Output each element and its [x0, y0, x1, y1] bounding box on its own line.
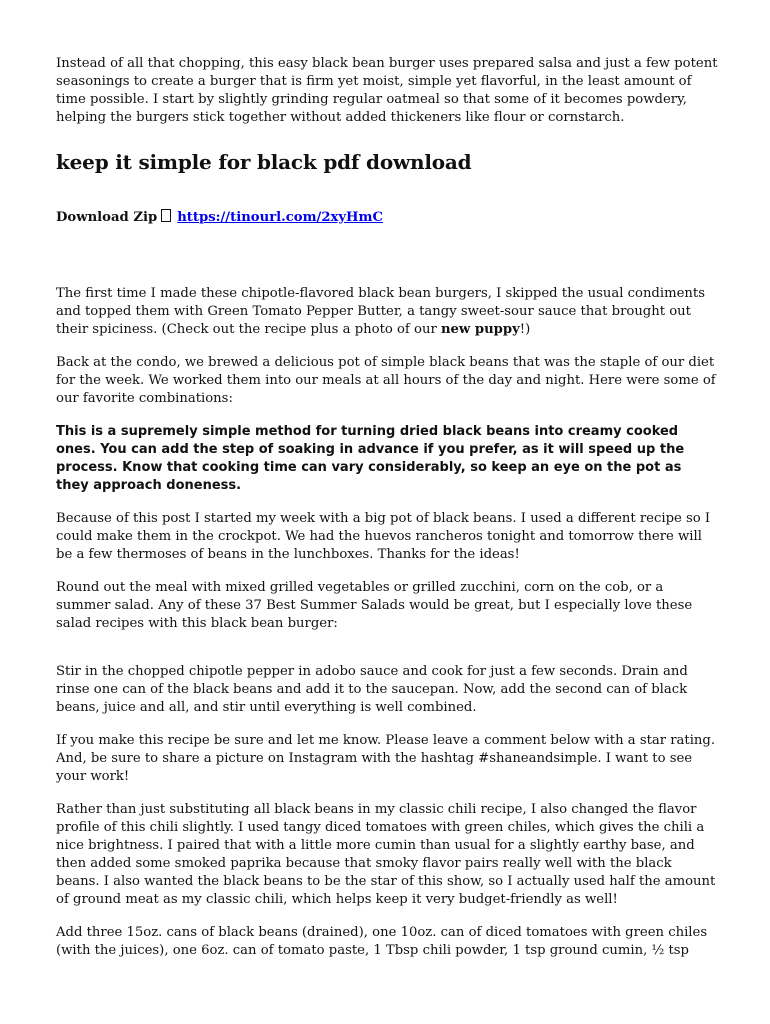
paragraph-big-pot: Because of this post I started my week with a big pot of black beans. I used a different recipe so I could make them in the crockpot. We had the huevos rancheros tonight and tomorrow there will be a few thermoses of beans in the lunchboxes. Thanks for the ideas!: [56, 511, 711, 562]
paragraph-condo: Back at the condo, we brewed a delicious pot of simple black beans that was the staple of our diet for the week. We worked them into our meals at all hours of the day and night. Here were some of our favorite combinations:: [56, 355, 716, 406]
paragraph-method: This is a supremely simple method for turning dried black beans into creamy cooked ones. You can add the step of soaking in advance if you prefer, as it will speed up the process. Know that cooking time can vary considerably, so keep an eye on the pot as they approach doneness.: [56, 424, 685, 493]
paragraph-add-cans: Add three 15oz. cans of black beans (drained), one 10oz. can of diced tomatoes with green chiles (with the juices), one 6oz. can of tomato paste, 1 Tbsp chili powder, 1 tsp ground cumin, ½ tsp: [56, 925, 708, 958]
download-line: [56, 209, 718, 227]
paragraph-round-out: Round out the meal with mixed grilled vegetables or grilled zucchini, corn on the cob, or a summer salad. Any of these 37 Best Summer Salads would be great, but I especially love these salad recipes with this black bean burger:: [56, 580, 693, 631]
download-label: Download Zip: [56, 210, 158, 225]
document-page: [56, 55, 718, 975]
page-title: keep it simple for black pdf download: [56, 150, 472, 174]
paragraph-let-me-know: If you make this recipe be sure and let me know. Please leave a comment below with a star rating. And, be sure to share a picture on Instagram with the hashtag #shaneandsimple. I want to see your work!: [56, 733, 716, 784]
new-puppy-link-text: new puppy: [440, 322, 520, 337]
download-link[interactable]: https://tinourl.com/2xyHmC: [177, 210, 383, 225]
paragraph-chipotle: Stir in the chopped chipotle pepper in adobo sauce and cook for just a few seconds. Drain and rinse one can of the black beans and add it to the saucepan. Now, add the second can of black beans, juice and all, and stir until everything is well combined.: [56, 664, 688, 715]
paragraph-first-time: The first time I made these chipotle-flavored black bean burgers, I skipped the usual condiments and topped them with Green Tomato Pepper Butter, a tangy sweet-sour sauce that brought out their spiciness. (Check out the recipe plus a photo of our new puppy!): [56, 286, 705, 337]
paragraph-chili: Rather than just substituting all black beans in my classic chili recipe, I also changed the flavor profile of this chili slightly. I used tangy diced tomatoes with green chiles, which gives the chili a nice brightness. I paired that with a little more cumin than usual for a slightly earthy base, and then added some smoked paprika because that smoky flavor pairs really well with the black beans. I also wanted the black beans to be the star of this show, so I actually used half the amount of ground meat as my classic chili, which helps keep it very budget-friendly as well!: [56, 802, 716, 907]
missing-glyph-icon: [161, 209, 171, 222]
intro-paragraph: Instead of all that chopping, this easy black bean burger uses prepared salsa and just a few potent seasonings to create a burger that is firm yet moist, simple yet flavorful, in the least amount of time possible. I start by slightly grinding regular oatmeal so that some of it becomes powdery, helping the burgers stick together without added thickeners like flour or cornstarch.: [56, 56, 718, 125]
